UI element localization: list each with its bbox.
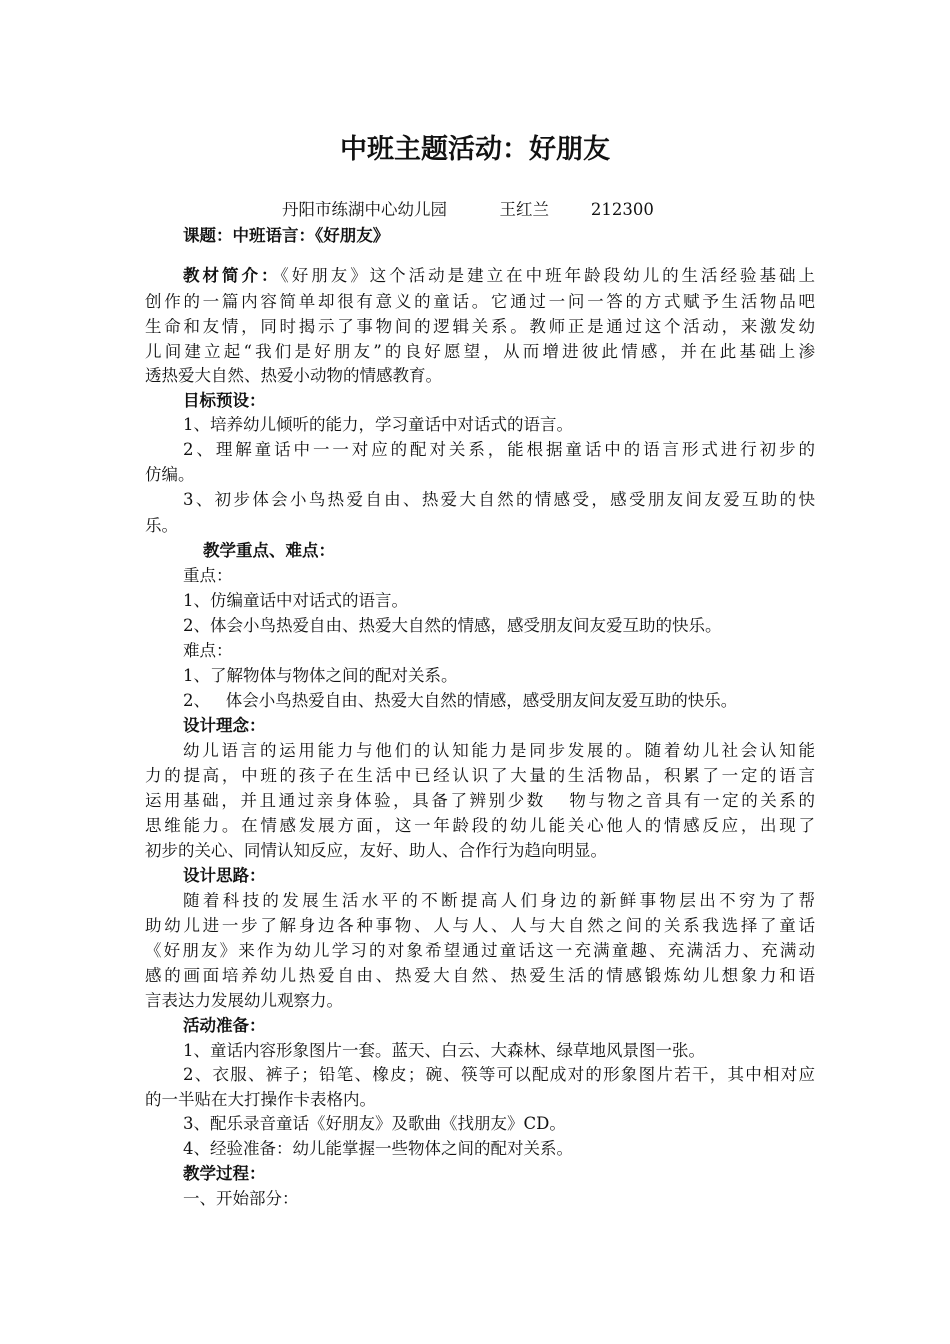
intro-line: 儿间建立起“我们是好朋友”的良好愿望，从而增进彼此情感，并在此基础上渗 xyxy=(145,342,815,361)
concept-line: 初步的关心、同情认知反应，友好、助人、合作行为趋向明显。 xyxy=(145,841,607,860)
intro-label: 教材简介： xyxy=(183,266,281,285)
concept-label: 设计理念： xyxy=(183,716,266,735)
intro-first-line xyxy=(183,264,815,288)
intro-text: 《好朋友》这个活动是建立在中班年龄段幼儿的生活经验基础上 xyxy=(280,266,816,285)
concept-line: 运用基础，并且通过亲身体验，具备了辨别少数 物与物之音具有一定的关系的 xyxy=(145,791,815,810)
prep-item: 4、经验准备：幼儿能掌握一些物体之间的配对关系。 xyxy=(183,1139,573,1158)
goal-item: 3、初步体会小鸟热爱自由、热爱大自然的情感受，感受朋友间友爱互助的快 xyxy=(183,490,815,509)
intro-line: 生命和友情，同时揭示了事物间的逻辑关系。教师正是通过这个活动，来激发幼 xyxy=(145,317,815,336)
difficulty-item: 1、了解物体与物体之间的配对关系。 xyxy=(183,666,458,685)
thinking-line: 言表达力发展幼儿观察力。 xyxy=(145,991,343,1010)
prep-item-cont: 的一半贴在大打操作卡表格内。 xyxy=(145,1090,376,1109)
thinking-label: 设计思路： xyxy=(183,866,266,885)
prep-label: 活动准备： xyxy=(183,1016,266,1035)
document-title: 中班主题活动：好朋友 xyxy=(340,134,610,165)
intro-line: 透热爱大自然、热爱小动物的情感教育。 xyxy=(145,366,442,385)
thinking-line: 《好朋友》来作为幼儿学习的对象希望通过童话这一充满童趣、充满活力、充满动 xyxy=(145,941,815,960)
goal-item: 2、理解童话中一一对应的配对关系，能根据童话中的语言形式进行初步的 xyxy=(183,440,815,459)
lesson-label: 课题：中班语言：《好朋友》 xyxy=(183,226,390,245)
difficulty-item: 2、 体会小鸟热爱自由、热爱大自然的情感，感受朋友间友爱互助的快乐。 xyxy=(183,691,738,710)
concept-line: 思维能力。在情感发展方面，这一年龄段的幼儿能关心他人的情感反应，出现了 xyxy=(145,816,815,835)
concept-line: 力的提高，中班的孩子在生活中已经认识了大量的生活物品，积累了一定的语言 xyxy=(145,766,815,785)
goal-item-cont: 乐。 xyxy=(145,516,178,535)
goals-label: 目标预设： xyxy=(183,391,266,410)
process-label: 教学过程： xyxy=(183,1164,266,1183)
prep-item: 2、衣服、裤子；铅笔、橡皮；碗、筷等可以配成对的形象图片若干，其中相对应 xyxy=(183,1065,815,1084)
goal-item: 1、培养幼儿倾听的能力，学习童话中对话式的语言。 xyxy=(183,415,573,434)
goal-item-cont: 仿编。 xyxy=(145,465,195,484)
author-byline: 丹阳市练湖中心幼儿园 王红兰 212300 xyxy=(282,200,654,219)
key-item: 1、仿编童话中对话式的语言。 xyxy=(183,591,408,610)
key-sub-label: 重点： xyxy=(183,566,233,585)
thinking-line: 感的画面培养幼儿热爱自由、热爱大自然、热爱生活的情感锻炼幼儿想象力和语 xyxy=(145,966,815,985)
intro-line: 创作的一篇内容简单却很有意义的童话。它通过一问一答的方式赋予生活物品吧 xyxy=(145,292,815,311)
key-item: 2、体会小鸟热爱自由、热爱大自然的情感，感受朋友间友爱互助的快乐。 xyxy=(183,616,722,635)
prep-item: 3、配乐录音童话《好朋友》及歌曲《找朋友》CD。 xyxy=(183,1114,566,1133)
difficulty-sub-label: 难点： xyxy=(183,641,233,660)
thinking-line: 助幼儿进一步了解身边各种事物、人与人、人与大自然之间的关系我选择了童话 xyxy=(145,916,815,935)
thinking-line: 随着科技的发展生活水平的不断提高人们身边的新鲜事物层出不穷为了帮 xyxy=(183,891,815,910)
concept-line: 幼儿语言的运用能力与他们的认知能力是同步发展的。随着幼儿社会认知能 xyxy=(183,741,815,760)
key-points-label: 教学重点、难点： xyxy=(203,541,335,560)
prep-item: 1、童话内容形象图片一套。蓝天、白云、大森林、绿草地风景图一张。 xyxy=(183,1041,705,1060)
process-first-step: 一、开始部分： xyxy=(183,1189,299,1208)
